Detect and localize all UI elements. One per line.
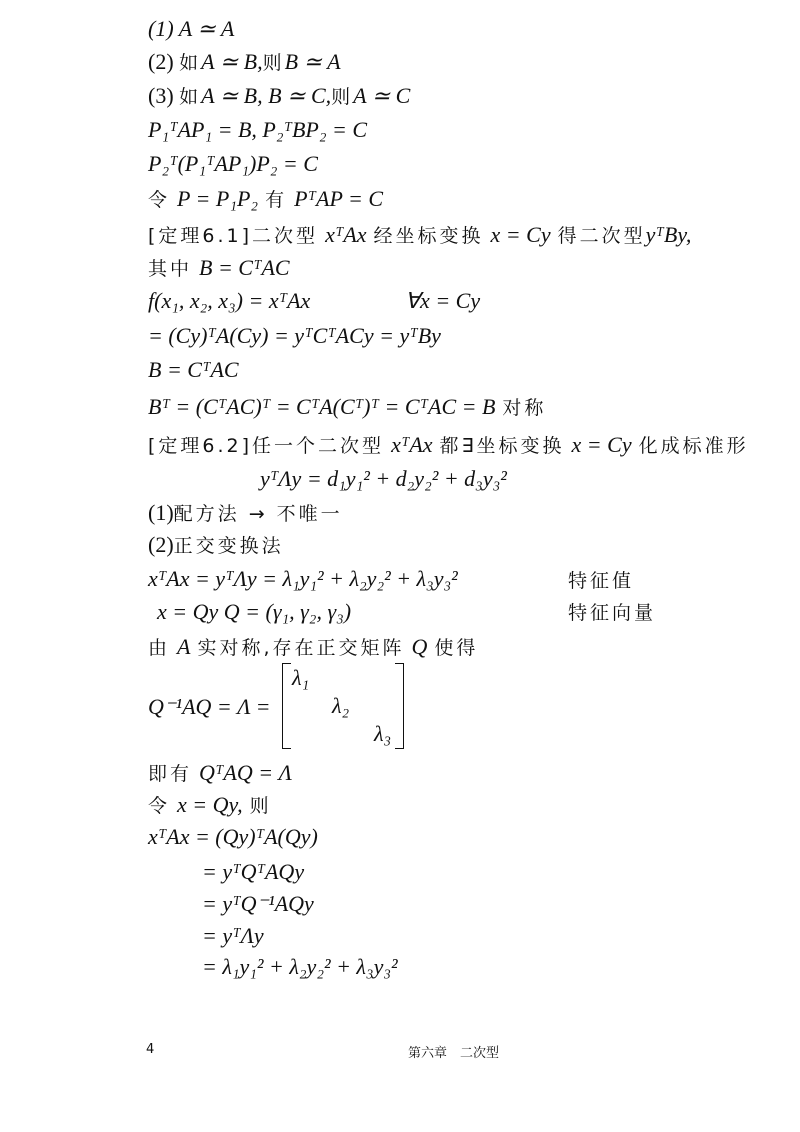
line-10: = (Cy)ᵀA(Cy) = yᵀCᵀACy = yᵀBy — [148, 323, 441, 348]
conclusion: B ≃ A — [284, 49, 341, 74]
definition: P = P₁P₂ — [177, 186, 259, 211]
matrix-entry-33: λ₃ — [374, 721, 392, 746]
premise: A ≃ B, — [201, 49, 263, 74]
formula: x = Cy — [571, 432, 632, 457]
result: PᵀAP = C — [294, 186, 384, 211]
line-9 — [148, 286, 310, 316]
line-23: xᵀAx = (Qy)ᵀA(Qy) — [148, 824, 318, 849]
reflexive-property: (1) A ≃ A — [148, 16, 235, 41]
text: 二次型 — [252, 225, 319, 247]
then-word: 则 — [249, 795, 272, 817]
symbol: Q — [411, 634, 428, 659]
line-12 — [148, 392, 546, 423]
line-22 — [148, 790, 272, 821]
line-21 — [148, 758, 292, 789]
eigenvalue-note: 特征值 — [568, 570, 635, 592]
where-word: 其中 — [148, 258, 193, 280]
left-bracket — [282, 663, 291, 749]
item-number: (3) — [148, 83, 180, 108]
text: 实对称,存在正交矩阵 — [197, 637, 405, 659]
item-number: (2) — [148, 49, 180, 74]
line-19 — [148, 632, 478, 663]
then-word: 则 — [262, 52, 285, 74]
line-20: Q⁻¹AQ = Λ = — [148, 694, 271, 719]
line-16 — [148, 530, 284, 561]
right-bracket — [395, 663, 404, 749]
line-15 — [148, 498, 343, 529]
formula: f(x₁, x₂, x₃) = xᵀAx — [148, 288, 311, 313]
text: 使得 — [434, 637, 479, 659]
line-26: = yᵀΛy — [202, 923, 264, 948]
item-number: (2) — [148, 532, 174, 557]
premise: A ≃ B, B ≃ C, — [201, 83, 332, 108]
matrix-entry-11: λ₁ — [292, 665, 310, 690]
text: 由 — [148, 637, 171, 659]
method-text: 配方法 → 不唯一 — [173, 503, 343, 525]
page-number: 4 — [146, 1042, 155, 1057]
formula: B = CᵀAC — [199, 255, 290, 280]
formula: x = Cy — [490, 222, 551, 247]
formula: QᵀAQ = Λ — [199, 760, 292, 785]
line-1 — [148, 14, 234, 44]
eigenvector-note: 特征向量 — [568, 602, 657, 624]
text: 得二次型 — [557, 225, 646, 247]
line-4: P₁ᵀAP₁ = B, P₂ᵀBP₂ = C — [148, 117, 368, 142]
line-17: xᵀAx = yᵀΛy = λ₁y₁² + λ₂y₂² + λ₃y₃² — [148, 566, 458, 591]
if-word: 如 — [179, 52, 202, 74]
conclusion: A ≃ C — [353, 83, 411, 108]
text: 化成标准形 — [638, 435, 749, 457]
formula: x = Qy, — [177, 792, 243, 817]
line-3 — [148, 81, 410, 112]
theorem-6-2 — [148, 430, 749, 461]
let-word: 令 — [148, 795, 171, 817]
text: 任一个二次型 — [252, 435, 385, 457]
line-11: B = CᵀAC — [148, 357, 239, 382]
formula: Bᵀ = (CᵀAC)ᵀ = CᵀA(Cᵀ)ᵀ = CᵀAC = B — [148, 394, 496, 419]
formula: xᵀAx — [325, 222, 367, 247]
chapter-title: 第六章 二次型 — [408, 1046, 500, 1061]
line-14: yᵀΛy = d₁y₁² + d₂y₂² + d₃y₃² — [260, 466, 507, 491]
method-text: 正交变换法 — [173, 535, 284, 557]
line-9-right: ∀x = Cy — [405, 288, 481, 313]
then-word: 则 — [331, 86, 354, 108]
text: 都∃坐标变换 — [439, 435, 565, 457]
symbol: A — [177, 634, 191, 659]
text: 经坐标变换 — [373, 225, 484, 247]
line-5: P₂ᵀ(P₁ᵀAP₁)P₂ = C — [148, 151, 318, 176]
line-27: = λ₁y₁² + λ₂y₂² + λ₃y₃² — [202, 954, 398, 979]
if-word: 如 — [179, 86, 202, 108]
formula: yᵀBy, — [645, 222, 692, 247]
text: 即有 — [148, 763, 193, 785]
line-8 — [148, 253, 290, 284]
symmetric-word: 对称 — [502, 397, 547, 419]
item-number: (1) — [148, 500, 174, 525]
matrix-entry-22: λ₂ — [332, 693, 350, 718]
line-24: = yᵀQᵀAQy — [202, 859, 305, 884]
theorem-label: [定理6.2] — [148, 435, 253, 457]
theorem-label: [定理6.1] — [148, 225, 253, 247]
line-2 — [148, 47, 341, 78]
line-18: x = Qy Q = (γ₁, γ₂, γ₃) — [157, 599, 352, 624]
line-6 — [148, 184, 383, 215]
let-word: 令 — [148, 189, 171, 211]
formula: xᵀAx — [391, 432, 433, 457]
have-word: 有 — [265, 189, 288, 211]
line-25: = yᵀQ⁻¹AQy — [202, 891, 314, 916]
diagonal-matrix — [282, 663, 404, 749]
theorem-6-1 — [148, 220, 691, 251]
